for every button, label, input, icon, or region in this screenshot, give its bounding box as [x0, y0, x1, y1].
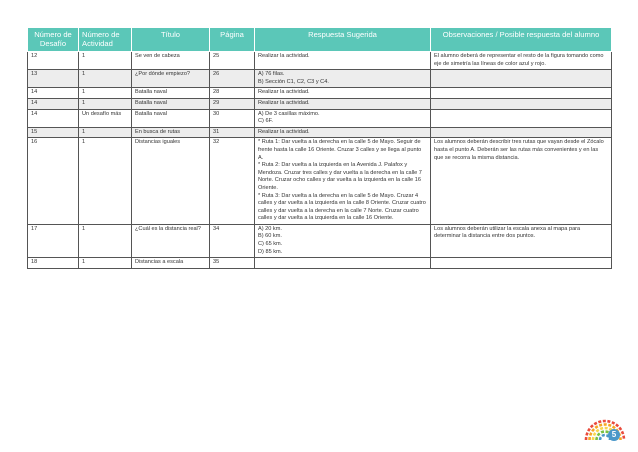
answers-table	[27, 27, 612, 269]
cell-pagina: 35	[210, 258, 255, 269]
table-row	[28, 88, 612, 99]
page-number-badge: 5	[608, 429, 620, 441]
cell-desafio: 13	[28, 70, 79, 88]
cell-actividad: 1	[79, 70, 132, 88]
cell-actividad: 1	[79, 258, 132, 269]
header-numero-actividad: Número de Actividad	[79, 28, 132, 52]
cell-desafio: 14	[28, 109, 79, 127]
cell-desafio: 12	[28, 52, 79, 70]
cell-pagina: 31	[210, 127, 255, 138]
cell-desafio: 17	[28, 224, 79, 257]
cell-observaciones: Los alumnos deberán utilizar la escala anexa al mapa para determinar la distancia entre dos puntos.	[431, 224, 612, 257]
cell-titulo: Batalla naval	[132, 109, 210, 127]
cell-actividad: 1	[79, 138, 132, 225]
cell-observaciones	[431, 127, 612, 138]
cell-pagina: 28	[210, 88, 255, 99]
cell-pagina: 26	[210, 70, 255, 88]
cell-desafio: 16	[28, 138, 79, 225]
cell-observaciones	[431, 98, 612, 109]
cell-titulo: ¿Cuál es la distancia real?	[132, 224, 210, 257]
header-titulo: Título	[132, 28, 210, 52]
header-numero-desafio: Número de Desafío	[28, 28, 79, 52]
cell-respuesta: Realizar la actividad.	[255, 98, 431, 109]
cell-actividad: Un desafío más	[79, 109, 132, 127]
cell-respuesta: Realizar la actividad.	[255, 127, 431, 138]
cell-titulo: Distancias a escala	[132, 258, 210, 269]
cell-respuesta: A) 76 filas. B) Sección C1, C2, C3 y C4.	[255, 70, 431, 88]
cell-desafio: 18	[28, 258, 79, 269]
cell-pagina: 30	[210, 109, 255, 127]
cell-respuesta: Realizar la actividad.	[255, 88, 431, 99]
cell-titulo: Batalla naval	[132, 88, 210, 99]
cell-titulo: Se ven de cabeza	[132, 52, 210, 70]
table-row	[28, 109, 612, 127]
rainbow-logo-icon	[582, 404, 628, 442]
cell-actividad: 1	[79, 127, 132, 138]
table-row	[28, 52, 612, 70]
cell-actividad: 1	[79, 52, 132, 70]
cell-respuesta: A) 20 km. B) 60 km. C) 65 km. D) 85 km.	[255, 224, 431, 257]
table-row	[28, 70, 612, 88]
header-pagina: Página	[210, 28, 255, 52]
header-respuesta-sugerida: Respuesta Sugerida	[255, 28, 431, 52]
cell-actividad: 1	[79, 224, 132, 257]
cell-observaciones: Los alumnos deberán describir tres rutas que vayan desde el Zócalo hasta el punto A. Deberán ser las rutas más convenientes y en las que se recorra la misma distancia.	[431, 138, 612, 225]
cell-respuesta: A) De 3 casillas máximo. C) 6F.	[255, 109, 431, 127]
table-header-row	[28, 28, 612, 52]
table-row	[28, 127, 612, 138]
cell-actividad: 1	[79, 98, 132, 109]
cell-observaciones	[431, 258, 612, 269]
table-row	[28, 258, 612, 269]
cell-desafio: 14	[28, 88, 79, 99]
table-row	[28, 98, 612, 109]
cell-actividad: 1	[79, 88, 132, 99]
cell-titulo: ¿Por dónde empiezo?	[132, 70, 210, 88]
cell-observaciones	[431, 88, 612, 99]
cell-titulo: Distancias iguales	[132, 138, 210, 225]
table-row	[28, 138, 612, 225]
cell-titulo: En busca de rutas	[132, 127, 210, 138]
cell-observaciones	[431, 109, 612, 127]
cell-pagina: 34	[210, 224, 255, 257]
cell-pagina: 32	[210, 138, 255, 225]
cell-pagina: 29	[210, 98, 255, 109]
cell-desafio: 15	[28, 127, 79, 138]
cell-titulo: Batalla naval	[132, 98, 210, 109]
cell-observaciones: El alumno deberá de representar el resto de la figura tomando como eje de simetría las líneas de color azul y rojo.	[431, 52, 612, 70]
cell-observaciones	[431, 70, 612, 88]
cell-respuesta: * Ruta 1: Dar vuelta a la derecha en la calle 5 de Mayo. Seguir de frente hasta la calle 16 Oriente. Cruzar 3 calles y se llega al punto A. * Ruta 2: Dar vuelta a la izquierda en la Avenida J. Palafox y Mendoza. Cruzar tres calles y dar vuelta a la derecha en la calle 7 Norte. Cruzar ocho calles y dar vuelta a la izquierda en la calle 16 Oriente. * Ruta 3: Dar vuelta a la derecha en la calle 5 de Mayo. Cruzar 4 calles y dar vuelta a la izquierda en la calle 8 Oriente. Cruzar cuatro calles y dar vuelta a la derecha en la calle 7 Norte. Cruzar cuatro calles y dar vuelta a la izquierda en la calle 16 Oriente.	[255, 138, 431, 225]
cell-desafio: 14	[28, 98, 79, 109]
cell-respuesta: Realizar la actividad.	[255, 52, 431, 70]
cell-pagina: 25	[210, 52, 255, 70]
cell-respuesta	[255, 258, 431, 269]
table-row	[28, 224, 612, 257]
header-observaciones: Observaciones / Posible respuesta del alumno	[431, 28, 612, 52]
